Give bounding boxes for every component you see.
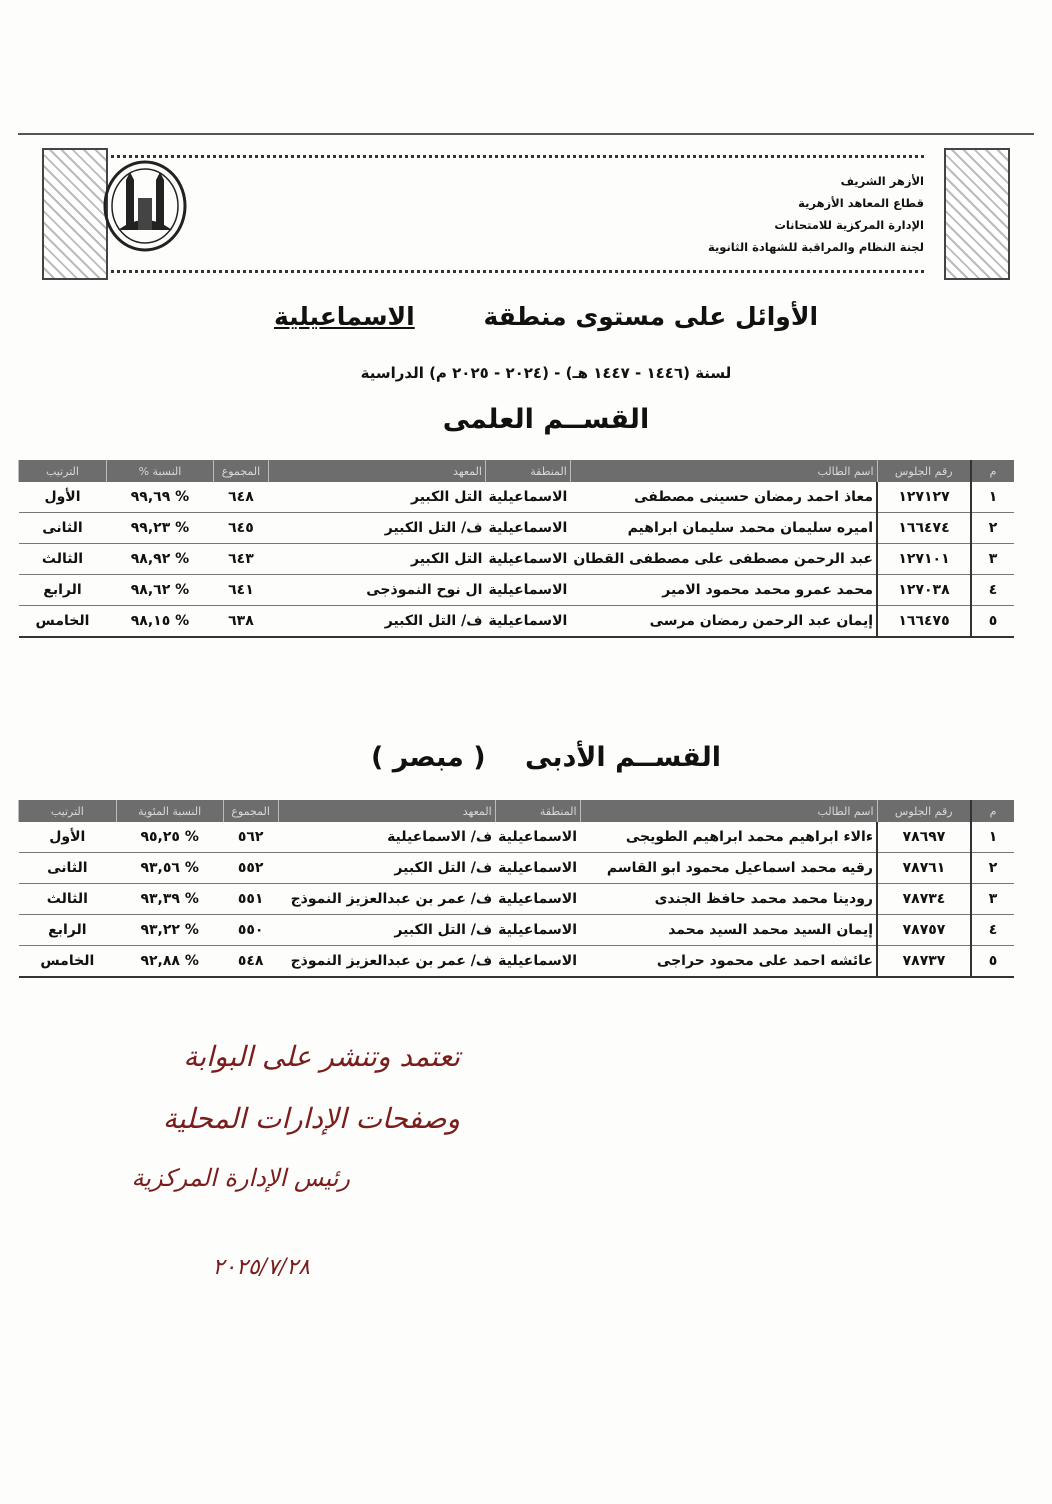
cell-total: ٦٤٨ xyxy=(213,482,268,513)
cell-no: ٤ xyxy=(971,915,1014,946)
col-inst: المعهد xyxy=(278,800,495,822)
col-total: المجموع xyxy=(213,460,268,482)
table-header xyxy=(19,800,1015,822)
col-zone: المنطقة xyxy=(485,460,570,482)
cell-rank: الرابع xyxy=(19,575,107,606)
handwritten-note xyxy=(60,1040,460,1290)
col-rank: الترتيب xyxy=(19,460,107,482)
cell-inst: ف/ عمر بن عبدالعزيز النموذج xyxy=(278,884,495,915)
title-main: الأوائل على مستوى منطقة xyxy=(483,302,819,331)
cell-pct: % ٩٣,٢٢ xyxy=(116,915,223,946)
table-row xyxy=(19,544,1015,575)
cell-name: محمد عمرو محمد محمود الامير xyxy=(570,575,877,606)
table-row xyxy=(19,884,1015,915)
cell-no: ٢ xyxy=(971,513,1014,544)
cell-rank: الأول xyxy=(19,482,107,513)
cell-seat: ١٦٦٤٧٥ xyxy=(877,606,971,638)
cell-pct: % ٩٨,١٥ xyxy=(106,606,213,638)
cell-rank: الخامس xyxy=(19,946,117,978)
table-row xyxy=(19,513,1015,544)
col-total: المجموع xyxy=(223,800,278,822)
cell-inst: التل الكبير xyxy=(268,544,485,575)
table-row xyxy=(19,915,1015,946)
cell-zone: الاسماعيلية xyxy=(495,822,580,853)
cell-name: رودينا محمد محمد حافظ الجندى xyxy=(580,884,877,915)
cell-pct: % ٩٢,٨٨ xyxy=(116,946,223,978)
table-row xyxy=(19,606,1015,638)
cell-zone: الاسماعيلية xyxy=(485,544,570,575)
handwritten-signature-title: رئيس الإدارة المركزية xyxy=(131,1164,350,1192)
table-row xyxy=(19,946,1015,978)
ornament-left xyxy=(42,148,108,280)
handwritten-line-2: وصفحات الإدارات المحلية xyxy=(162,1102,460,1135)
org-line: الإدارة المركزية للامتحانات xyxy=(774,218,924,232)
cell-zone: الاسماعيلية xyxy=(495,915,580,946)
col-no: م xyxy=(971,460,1014,482)
page-title xyxy=(0,302,1052,331)
org-header xyxy=(708,170,924,258)
cell-seat: ١٢٧١٢٧ xyxy=(877,482,971,513)
header-border-bottom xyxy=(104,270,924,273)
cell-no: ١ xyxy=(971,482,1014,513)
table-row xyxy=(19,822,1015,853)
cell-no: ٢ xyxy=(971,853,1014,884)
col-seat: رقم الجلوس xyxy=(877,800,971,822)
title-region: الاسماعيلية xyxy=(273,302,415,331)
cell-total: ٥٤٨ xyxy=(223,946,278,978)
cell-inst: ف/ التل الكبير xyxy=(268,513,485,544)
cell-rank: الخامس xyxy=(19,606,107,638)
cell-zone: الاسماعيلية xyxy=(495,946,580,978)
cell-seat: ٧٨٧٣٧ xyxy=(877,946,971,978)
cell-seat: ١٢٧١٠١ xyxy=(877,544,971,575)
cell-rank: الثالث xyxy=(19,544,107,575)
cell-rank: الثانى xyxy=(19,513,107,544)
col-pct: النسبة % xyxy=(106,460,213,482)
cell-inst: ف/ التل الكبير xyxy=(278,915,495,946)
cell-inst: ف/ التل الكبير xyxy=(268,606,485,638)
cell-name: معاذ احمد رمضان حسينى مصطفى xyxy=(570,482,877,513)
cell-seat: ٧٨٦٩٧ xyxy=(877,822,971,853)
ornament-right xyxy=(944,148,1010,280)
cell-seat: ١٢٧٠٣٨ xyxy=(877,575,971,606)
cell-total: ٦٤١ xyxy=(213,575,268,606)
col-pct: النسبة المئوية xyxy=(116,800,223,822)
cell-zone: الاسماعيلية xyxy=(485,482,570,513)
org-line: قطاع المعاهد الأزهرية xyxy=(798,196,924,210)
cell-pct: % ٩٨,٦٢ xyxy=(106,575,213,606)
cell-pct: % ٩٩,٦٩ xyxy=(106,482,213,513)
cell-inst: ف/ التل الكبير xyxy=(278,853,495,884)
org-line: لجنة النظام والمراقبة للشهادة الثانوية xyxy=(707,240,924,254)
top-rule xyxy=(18,133,1034,135)
cell-total: ٥٥٠ xyxy=(223,915,278,946)
cell-inst: التل الكبير xyxy=(268,482,485,513)
cell-seat: ٧٨٧٦١ xyxy=(877,853,971,884)
table-row xyxy=(19,853,1015,884)
cell-no: ٣ xyxy=(971,884,1014,915)
col-no: م xyxy=(971,800,1014,822)
cell-name: اميره سليمان محمد سليمان ابراهيم xyxy=(570,513,877,544)
cell-seat: ١٦٦٤٧٤ xyxy=(877,513,971,544)
cell-zone: الاسماعيلية xyxy=(495,884,580,915)
handwritten-date: ٢٠٢٥/٧/٢٨ xyxy=(212,1255,310,1280)
cell-total: ٥٥١ xyxy=(223,884,278,915)
cell-pct: % ٩٩,٢٣ xyxy=(106,513,213,544)
azhar-logo xyxy=(100,158,190,258)
cell-total: ٥٦٢ xyxy=(223,822,278,853)
cell-zone: الاسماعيلية xyxy=(485,575,570,606)
cell-name: إيمان السيد محمد السيد محمد xyxy=(580,915,877,946)
cell-no: ٣ xyxy=(971,544,1014,575)
cell-seat: ٧٨٧٥٧ xyxy=(877,915,971,946)
cell-rank: الثالث xyxy=(19,884,117,915)
cell-pct: % ٩٣,٣٩ xyxy=(116,884,223,915)
literary-title: القســم الأدبى xyxy=(525,742,722,773)
col-name: اسم الطالب xyxy=(580,800,877,822)
col-name: اسم الطالب xyxy=(570,460,877,482)
cell-seat: ٧٨٧٣٤ xyxy=(877,884,971,915)
science-table xyxy=(18,460,1014,638)
cell-total: ٦٣٨ xyxy=(213,606,268,638)
cell-pct: % ٩٥,٢٥ xyxy=(116,822,223,853)
cell-total: ٦٤٥ xyxy=(213,513,268,544)
cell-total: ٥٥٢ xyxy=(223,853,278,884)
col-rank: الترتيب xyxy=(19,800,117,822)
table-header xyxy=(19,460,1015,482)
cell-total: ٦٤٣ xyxy=(213,544,268,575)
cell-inst: ف/ الاسماعيلية xyxy=(278,822,495,853)
table-row xyxy=(19,482,1015,513)
cell-no: ١ xyxy=(971,822,1014,853)
handwritten-line-1: تعتمد وتنشر على البوابة xyxy=(183,1040,460,1073)
col-seat: رقم الجلوس xyxy=(877,460,971,482)
literary-heading xyxy=(0,742,1052,773)
cell-zone: الاسماعيلية xyxy=(485,513,570,544)
col-inst: المعهد xyxy=(268,460,485,482)
cell-name: عبد الرحمن مصطفى على مصطفى القطان xyxy=(570,544,877,575)
cell-zone: الاسماعيلية xyxy=(495,853,580,884)
literary-subtitle: ( مبصر ) xyxy=(370,742,486,773)
cell-name: رقيه محمد اسماعيل محمود ابو القاسم xyxy=(580,853,877,884)
col-zone: المنطقة xyxy=(495,800,580,822)
cell-rank: الثانى xyxy=(19,853,117,884)
cell-name: ءالاء ابراهيم محمد ابراهيم الطويجى xyxy=(580,822,877,853)
cell-rank: الأول xyxy=(19,822,117,853)
cell-pct: % ٩٨,٩٢ xyxy=(106,544,213,575)
science-heading: القســم العلمى xyxy=(442,404,650,435)
cell-inst: ال نوح النموذجى xyxy=(268,575,485,606)
cell-zone: الاسماعيلية xyxy=(485,606,570,638)
cell-no: ٥ xyxy=(971,606,1014,638)
literary-table xyxy=(18,800,1014,978)
header-border-top xyxy=(104,155,924,158)
cell-pct: % ٩٣,٥٦ xyxy=(116,853,223,884)
cell-name: عائشه احمد على محمود حراجى xyxy=(580,946,877,978)
cell-inst: ف/ عمر بن عبدالعزيز النموذج xyxy=(278,946,495,978)
org-line: الأزهر الشريف xyxy=(840,174,924,188)
cell-rank: الرابع xyxy=(19,915,117,946)
year-line: لسنة (١٤٤٦ - ١٤٤٧ هـ) - (٢٠٢٤ - ٢٠٢٥ م) الدراسية xyxy=(360,364,732,382)
table-row xyxy=(19,575,1015,606)
cell-no: ٤ xyxy=(971,575,1014,606)
cell-name: إيمان عبد الرحمن رمضان مرسى xyxy=(570,606,877,638)
cell-no: ٥ xyxy=(971,946,1014,978)
